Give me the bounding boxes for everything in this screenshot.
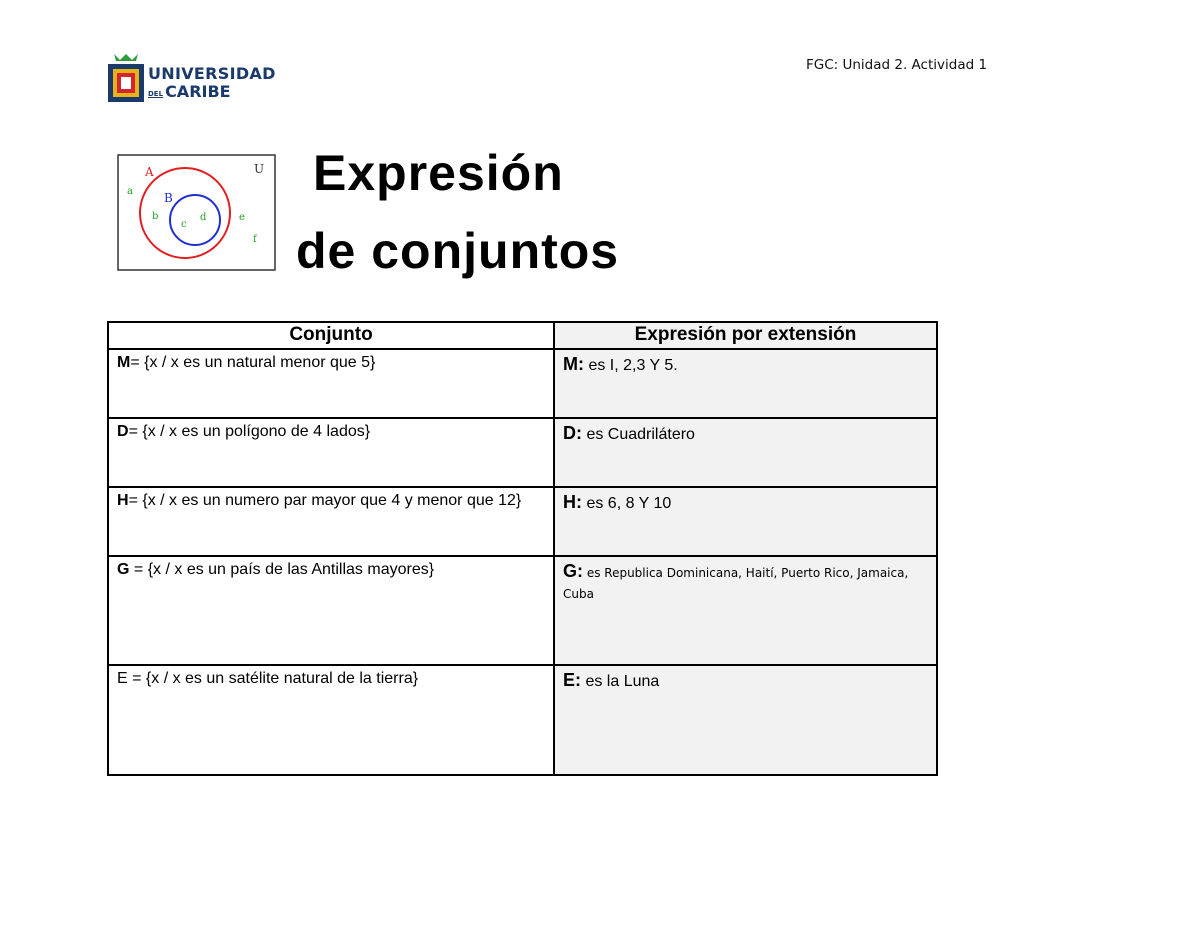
- label-b: B: [164, 191, 173, 205]
- table-row: [108, 665, 937, 775]
- set-extension: M: es I, 2,3 Y 5.: [554, 349, 937, 418]
- set-extension: D: es Cuadrilátero: [554, 418, 937, 487]
- table-row: [108, 418, 937, 487]
- sets-table: [107, 321, 938, 776]
- university-logo: [106, 52, 276, 104]
- universe-rect: [118, 155, 275, 270]
- title-line1: Expresión: [313, 145, 564, 201]
- element-a: a: [127, 186, 133, 197]
- label-u: U: [254, 162, 265, 176]
- label-a: A: [145, 165, 154, 179]
- title-line2: de conjuntos: [296, 223, 620, 279]
- set-definition: M= {x / x es un natural menor que 5}: [108, 349, 554, 418]
- logo-emblem-icon: [106, 52, 146, 104]
- set-definition: G = {x / x es un país de las Antillas mayores}: [108, 556, 554, 665]
- table-row: [108, 487, 937, 556]
- logo-del: DEL: [148, 90, 164, 98]
- element-e: e: [239, 212, 245, 223]
- header-conjunto: Conjunto: [108, 322, 554, 349]
- header-expresion: Expresión por extensión: [554, 322, 937, 349]
- logo-text: [148, 66, 276, 100]
- venn-diagram: [117, 154, 277, 272]
- element-b: b: [152, 211, 159, 222]
- set-definition: E = {x / x es un satélite natural de la tierra}: [108, 665, 554, 775]
- element-f: f: [253, 234, 257, 245]
- table-row: [108, 349, 937, 418]
- set-definition: H= {x / x es un numero par mayor que 4 y menor que 12}: [108, 487, 554, 556]
- set-extension: E: es la Luna: [554, 665, 937, 775]
- table-header-row: [108, 322, 937, 349]
- set-extension: G: es Republica Dominicana, Haití, Puerto Rico, Jamaica, Cuba: [554, 556, 937, 665]
- element-c: c: [181, 219, 187, 230]
- logo-line1: UNIVERSIDAD: [148, 64, 276, 83]
- logo-line2: CARIBE: [165, 82, 231, 101]
- set-definition: D= {x / x es un polígono de 4 lados}: [108, 418, 554, 487]
- document-reference: FGC: Unidad 2. Actividad 1: [806, 57, 988, 73]
- element-d: d: [200, 212, 207, 223]
- set-extension: H: es 6, 8 Y 10: [554, 487, 937, 556]
- table-row: [108, 556, 937, 665]
